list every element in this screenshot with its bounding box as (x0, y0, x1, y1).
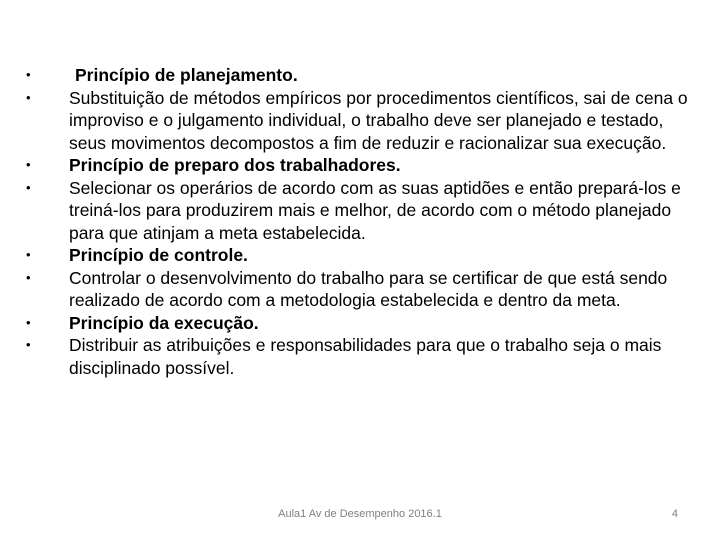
bullet-text: Selecionar os operários de acordo com as suas aptidões e então prepará-los e treiná-los para produzirem mais e melhor, de acordo com o método planejado para que atinjam a meta estabelecida. (69, 177, 681, 243)
slide-bullet-list (26, 64, 696, 379)
bullet-marker: • (26, 314, 31, 330)
bullet-marker: • (26, 89, 31, 105)
bullet-item-controle-heading (26, 244, 696, 267)
slide-page-number: 4 (671, 508, 678, 520)
bullet-item-execucao-heading (26, 312, 696, 335)
bullet-item-planejamento-heading (26, 64, 696, 87)
bullet-text: Substituição de métodos empíricos por procedimentos científicos, sai de cena o improviso e o julgamento individual, o trabalho deve ser planejado e testado, seus movimentos decompostos a fim de reduzir e racionalizar sua execução. (69, 87, 688, 153)
bullet-item-preparo-heading (26, 154, 696, 177)
bullet-item-execucao-body (26, 334, 696, 379)
bullet-item-preparo-body (26, 177, 696, 245)
bullet-item-planejamento-body (26, 87, 696, 155)
bullet-marker: • (26, 269, 31, 285)
bullet-marker: • (26, 179, 31, 195)
bullet-marker: • (26, 67, 31, 82)
bullet-marker: • (26, 337, 31, 352)
bullet-text: Princípio de controle. (69, 245, 248, 265)
bullet-text: Princípio de preparo dos trabalhadores. (69, 155, 401, 175)
bullet-text: Princípio da execução. (69, 312, 259, 333)
bullet-item-controle-body (26, 267, 696, 312)
bullet-marker: • (26, 247, 31, 262)
bullet-text: Princípio de planejamento. (75, 65, 298, 85)
bullet-marker: • (26, 157, 31, 172)
slide-footer: Aula1 Av de Desempenho 2016.1 (278, 508, 442, 520)
bullet-text: Controlar o desenvolvimento do trabalho para se certificar de que está sendo realizado de acordo com a metodologia estabelecida e dentro da meta. (69, 267, 668, 310)
bullet-text: Distribuir as atribuições e responsabilidades para que o trabalho seja o mais disciplinado possível. (69, 335, 662, 378)
